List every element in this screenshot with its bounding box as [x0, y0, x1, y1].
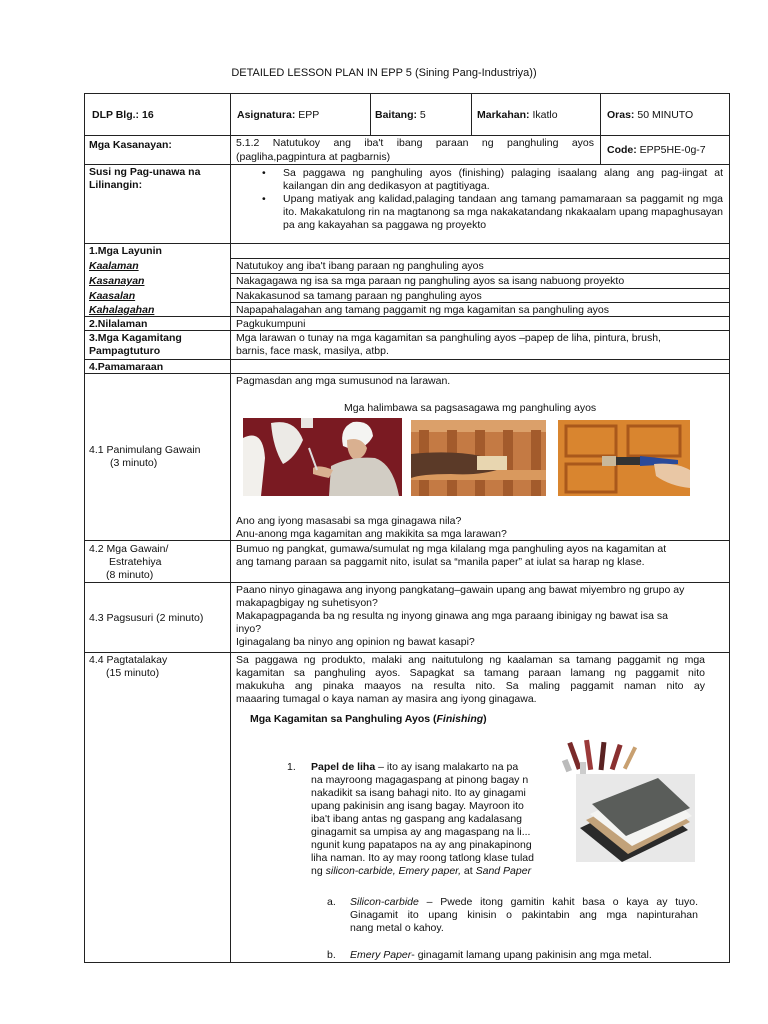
objective-label-kasanayan: Kasanayan: [89, 275, 145, 287]
activities-text: Bumuo ng pangkat, gumawa/sumulat ng mga kilalang mga panghuling ayos na kagamitan at ang tamang paraan sa paggamit nito, isulat sa “manila paper” at iulat sa harap ng klase.: [236, 543, 667, 568]
key-understanding-label: Susi ng Pag-unawa na Lilinangin:: [89, 166, 201, 191]
time-value: 50 MINUTO: [637, 109, 694, 121]
objective-text-kaalaman: Natutukoy ang iba't ibang paraan ng panghuling ayos: [236, 260, 484, 272]
grade-cell: Baitang: 5: [375, 109, 426, 121]
dlp-number-value: 16: [141, 109, 154, 121]
activities-label: 4.2 Mga Gawain/ Estratehiya (8 minuto): [89, 543, 169, 581]
competency-text: 5.1.2 Natutukoy ang iba't ibang paraan ng panghuling ayos: [236, 137, 594, 149]
content-text: Pagkukumpuni: [236, 318, 306, 330]
materials-label: 3.Mga Kagamitang Pampagtuturo: [89, 332, 182, 357]
tools-heading: Mga Kagamitan sa Panghuling Ayos (Finishing): [250, 713, 487, 725]
introductory-instruction: Pagmasdan ang mga sumusunod na larawan.: [236, 375, 451, 387]
sandpaper-title: Papel de liha: [311, 761, 376, 773]
objective-label-kaalaman: Kaalaman: [89, 260, 139, 272]
brushing-door-photo: [558, 420, 690, 496]
objective-text-kaasalan: Nakakasunod sa tamang paraan ng panghuling ayos: [236, 290, 482, 302]
introductory-questions: Ano ang iyong masasabi sa mga ginagawa nila? Anu-anong mga kagamitan ang makikita sa mga larawan?: [236, 515, 507, 540]
list-item: • Upang matiyak ang kalidad,palaging tandaan ang tamang pamamaraan sa paggamit ng mga ito. Makakatulong rin na magtanong sa mga nakakatandang nkakaalam upang mapaghusayan pa ang kakayahan sa paggawa ng proyekto: [262, 193, 723, 231]
emery-paper-description: Emery Paper- ginagamit lamang upang pakinisin ang mga metal.: [350, 949, 652, 961]
competency-label: Mga Kasanayan:: [89, 139, 172, 151]
code-cell: Code: EPP5HE-0g-7: [607, 144, 706, 156]
sanding-wood-photo: [411, 420, 546, 496]
time-cell: Oras: 50 MINUTO: [607, 109, 694, 121]
subject-cell: Asignatura: EPP: [237, 109, 320, 121]
competency-text-2: (pagliha,pagpintura at pagbarnis): [236, 151, 391, 163]
discussion-paragraph: Sa paggawa ng produkto, malaki ang naitutulong ng kaalaman sa tamang paggamit ng mga kagamitan sa panghuling ayos. Sapagkat sa tamang paraan lamang ng paggamit nito makukuha ang pinaka maayos na resulta nito. Sa maling paggamit naman nito ay maaaring tumagal o kaya naman ay masira ang iyong ginagawa.: [236, 654, 705, 705]
sub-item-b-letter: b.: [327, 949, 336, 961]
subject-value: EPP: [298, 109, 320, 121]
item-number: 1.: [287, 761, 296, 773]
objective-text-kasanayan: Nakagagawa ng isa sa mga paraan ng panghuling ayos sa isang nabuong proyekto: [236, 275, 625, 287]
quarter-value: Ikatlo: [532, 109, 558, 121]
objectives-label: 1.Mga Layunin: [89, 245, 162, 257]
analysis-label: 4.3 Pagsusuri (2 minuto): [89, 612, 204, 624]
grade-value: 5: [419, 109, 426, 121]
sub-item-a-letter: a.: [327, 896, 336, 908]
dlp-number-label: DLP Blg.: 16: [92, 109, 154, 121]
list-item: • Sa paggawa ng panghuling ayos (finishing) palaging isaalang alang ang pag-iingat at kailangan din ang dedikasyon at pagtitiyaga.: [262, 167, 723, 192]
quarter-cell: Markahan: Ikatlo: [477, 109, 558, 121]
content-label: 2.Nilalaman: [89, 318, 148, 330]
materials-text: Mga larawan o tunay na mga kagamitan sa panghuling ayos –papep de liha, pintura, brush, barnis, face mask, masilya, atbp.: [236, 332, 661, 357]
introductory-activity-label: 4.1 Panimulang Gawain (3 minuto): [89, 444, 201, 469]
analysis-text: Paano ninyo ginagawa ang inyong pangkatang–gawain upang ang bawat miyembro ng grupo ay makapagbigay ng suhetisyon? Makapagpaganda ba ng resulta ng inyong ginawa ang mga paraang ibinigay ng bawat isa sa inyo? Iginagalang ba ninyo ang opinion ng bawat kasapi?: [236, 584, 685, 648]
discussion-label: 4.4 Pagtatalakay (15 minuto): [89, 654, 168, 679]
sandpaper-image: [550, 738, 695, 866]
emery-paper-title: Emery Paper: [350, 949, 412, 961]
painting-wall-photo: [243, 418, 402, 496]
objective-label-kahalagahan: Kahalagahan: [89, 304, 155, 316]
image-caption: Mga halimbawa sa pagsasagawa mg panghuling ayos: [344, 402, 597, 414]
objective-label-kaasalan: Kaasalan: [89, 290, 136, 302]
key-understanding-list: [262, 167, 723, 232]
document-title: DETAILED LESSON PLAN IN EPP 5 (Sining Pang-Industriya)): [231, 67, 537, 79]
objective-text-kahalagahan: Napapahalagahan ang tamang paggamit ng mga kagamitan sa panghuling ayos: [236, 304, 610, 316]
procedure-label: 4.Pamamaraan: [89, 361, 164, 373]
code-value: EPP5HE-0g-7: [639, 144, 706, 156]
sandpaper-description: Papel de liha – ito ay isang malakarto na pa na mayroong magagaspang at pinong bagay n nakadikit sa isang bahagi nito. Ito ay ginagami upang pakinisin ang isang bagay. Mayroon ito iba't ibang antas ng gaspang ang kadalasang ginagamit sa umpisa ay ang magaspang na li... ngunit kung papatapos na ay ang pinakapinong liha naman. Ito ay may roong tatlong klase tulad ng silicon-carbide, Emery paper, at Sand Paper: [311, 761, 534, 877]
silicon-carbide-description: Silicon-carbide – Pwede itong gamitin kahit basa o kaya ay tuyo. Ginagamit ito upang kinisin o pakintabin ang mga napinturahan nang metal o kahoy.: [350, 896, 698, 934]
silicon-carbide-title: Silicon-carbide: [350, 896, 419, 908]
